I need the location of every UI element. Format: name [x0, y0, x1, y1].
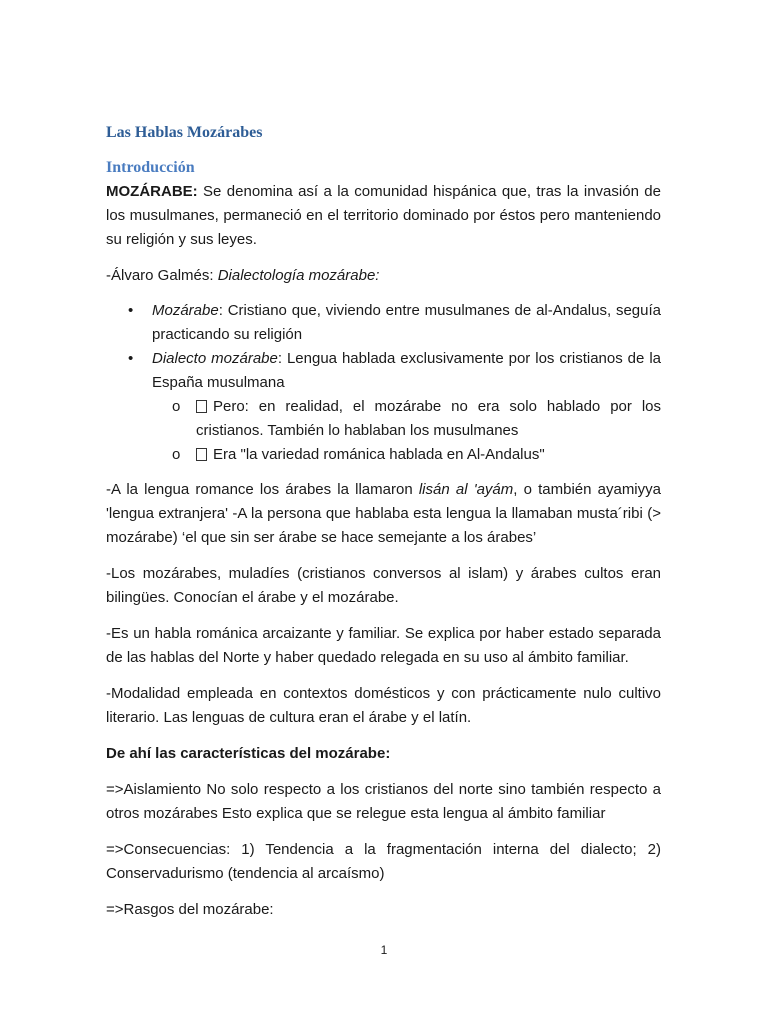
paragraph-text: , o también ayamiyya 'lengua extranjera' -A la persona que hablaba esta lengua la llamaban musta´ribi (> mozárabe) ‘el que sin ser árabe se hace semejante a los árabes’ — [106, 481, 661, 546]
list-item — [106, 299, 661, 347]
document-body — [106, 121, 661, 934]
document-title: Las Hablas Mozárabes — [106, 124, 263, 141]
sub-bullet-marker: o — [172, 446, 181, 463]
paragraph-bilingual: -Los mozárabes, muladíes (cristianos conversos al islam) y árabes cultos eran bilingües. Conocían el árabe y el mozárabe. — [106, 565, 661, 606]
missing-glyph-icon — [196, 448, 207, 461]
paragraph-modalidad: -Modalidad empleada en contextos domésticos y con prácticamente nulo cultivo literario. Las lenguas de cultura eran el árabe y el latín. — [106, 685, 661, 726]
list-item-text: : Cristiano que, viviendo entre musulmanes de al-Andalus, seguía practicando su religión — [152, 302, 661, 343]
arabic-term: lisán al 'ayám — [418, 481, 514, 498]
paragraph-galmes — [106, 264, 661, 288]
paragraph-definition — [106, 180, 661, 252]
paragraph-caracteristicas — [106, 742, 661, 766]
paragraph-text: -A la lengua romance los árabes la llamaron — [106, 481, 419, 498]
sub-list-item-text: Pero: en realidad, el mozárabe no era solo hablado por los cristianos. También lo hablaban los musulmanes — [196, 398, 661, 439]
sub-bullet-marker: o — [172, 398, 181, 415]
bullet-icon: • — [128, 302, 134, 319]
page-number: 1 — [380, 943, 388, 957]
definition-text: Se denomina así a la comunidad hispánica que, tras la invasión de los musulmanes, permaneció en el territorio dominado por éstos pero manteniendo su religión y sus leyes. — [106, 183, 661, 248]
paragraph-aislamiento: =>Aislamiento No solo respecto a los cristianos del norte sino también respecto a otros mozárabes Esto explica que se relegue esta lengua al ámbito familiar — [106, 781, 661, 822]
bullet-icon: • — [128, 350, 134, 367]
sub-list-item-text: Era "la variedad románica hablada en Al-Andalus" — [213, 446, 545, 463]
sub-list-item — [152, 443, 661, 467]
list-item — [106, 347, 661, 467]
list-item-term: Dialecto mozárabe — [152, 350, 278, 367]
paragraph-arcaizante: -Es un habla románica arcaizante y familiar. Se explica por haber estado separada de las hablas del Norte y haber quedado relegada en su uso al ámbito familiar. — [106, 625, 661, 666]
missing-glyph-icon — [196, 400, 207, 413]
paragraph-lisan — [106, 478, 661, 550]
definitions-list — [106, 299, 661, 467]
sub-list-item — [152, 395, 661, 443]
galmes-author: -Álvaro Galmés: — [106, 267, 218, 284]
paragraph-consecuencias: =>Consecuencias: 1) Tendencia a la fragmentación interna del dialecto; 2) Conservadurismo (tendencia al arcaísmo) — [106, 841, 661, 882]
characteristics-heading: De ahí las características del mozárabe: — [106, 745, 391, 762]
term-mozarabe: MOZÁRABE: — [106, 183, 198, 200]
paragraph-rasgos: =>Rasgos del mozárabe: — [106, 901, 274, 918]
list-item-term: Mozárabe — [152, 302, 219, 319]
galmes-work-title: Dialectología mozárabe: — [217, 267, 380, 284]
section-heading-introduccion: Introducción — [106, 159, 195, 176]
list-item-text: : Lengua hablada exclusivamente por los cristianos de la España musulmana — [152, 350, 661, 391]
sub-list — [152, 395, 661, 467]
